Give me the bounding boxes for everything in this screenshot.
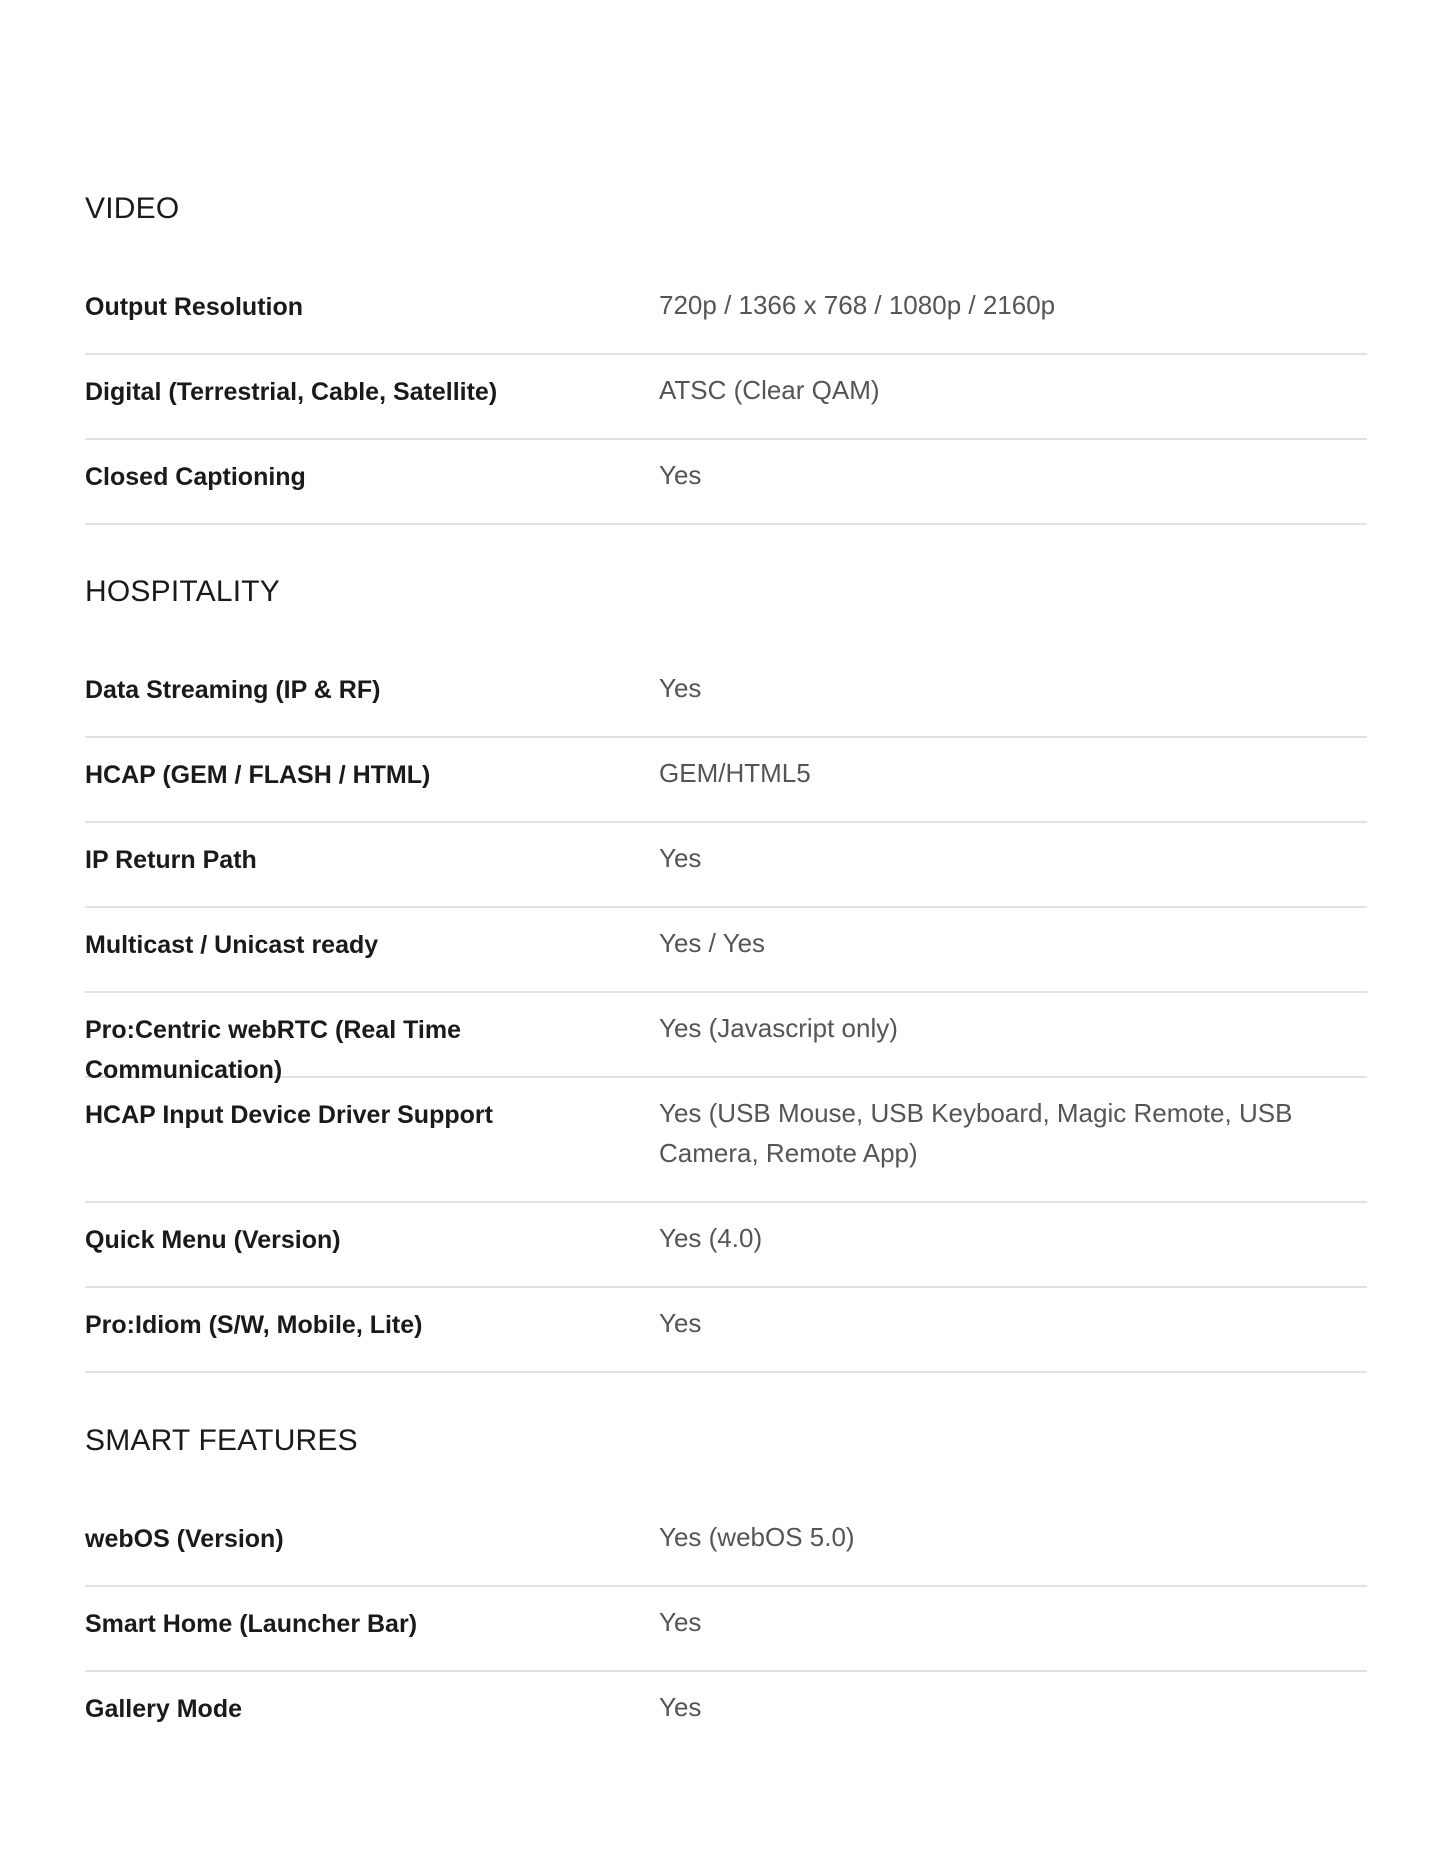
- spec-label: HCAP Input Device Driver Support: [85, 1101, 493, 1129]
- spec-value: Yes (webOS 5.0): [659, 1522, 855, 1552]
- spec-label: Quick Menu (Version): [85, 1226, 341, 1254]
- spec-row: [85, 1288, 1367, 1373]
- spec-row: [85, 1672, 1367, 1757]
- spec-value: Yes (Javascript only): [659, 1013, 898, 1043]
- spec-row: [85, 908, 1367, 993]
- spec-row: [85, 1502, 1367, 1587]
- spec-value: Yes / Yes: [659, 928, 766, 958]
- spec-row: [85, 1587, 1367, 1672]
- spec-label: Gallery Mode: [85, 1695, 242, 1723]
- section-hospitality: [85, 571, 1367, 1373]
- spec-value: Yes: [659, 843, 702, 873]
- spec-value: Yes: [659, 1308, 702, 1338]
- spec-row: [85, 993, 1367, 1084]
- spec-label: Pro:Centric webRTC (Real Time Communication): [85, 1016, 462, 1084]
- spec-value: Yes (USB Mouse, USB Keyboard, Magic Remote, USB Camera, Remote App): [659, 1098, 1293, 1168]
- spec-value: Yes: [659, 460, 702, 490]
- spec-row: [85, 270, 1367, 355]
- spec-label: Output Resolution: [85, 293, 304, 321]
- spec-row: [85, 823, 1367, 908]
- section-title-smart-features: SMART FEATURES: [85, 1424, 358, 1457]
- spec-label: Multicast / Unicast ready: [85, 931, 379, 959]
- spec-row: [85, 1078, 1367, 1203]
- spec-label: Digital (Terrestrial, Cable, Satellite): [85, 378, 498, 406]
- spec-label: webOS (Version): [85, 1525, 284, 1553]
- spec-value: Yes (4.0): [659, 1223, 763, 1253]
- section-smart-features: [85, 1420, 1367, 1757]
- section-video: [85, 188, 1367, 525]
- spec-value: ATSC (Clear QAM): [659, 375, 880, 405]
- spec-label: HCAP (GEM / FLASH / HTML): [85, 761, 431, 789]
- spec-value: Yes: [659, 673, 702, 703]
- spec-value: Yes: [659, 1692, 702, 1722]
- spec-label: Data Streaming (IP & RF): [85, 676, 381, 704]
- spec-row: [85, 440, 1367, 525]
- spec-label: Pro:Idiom (S/W, Mobile, Lite): [85, 1311, 423, 1339]
- spec-value: Yes: [659, 1607, 702, 1637]
- spec-label: Closed Captioning: [85, 463, 306, 491]
- spec-row: [85, 1203, 1367, 1288]
- spec-label: Smart Home (Launcher Bar): [85, 1610, 418, 1638]
- section-title-hospitality: HOSPITALITY: [85, 575, 281, 608]
- spec-row: [85, 653, 1367, 738]
- section-title-video: VIDEO: [85, 192, 180, 225]
- spec-value: GEM/HTML5: [659, 758, 811, 788]
- spec-row: [85, 355, 1367, 440]
- spec-label: IP Return Path: [85, 846, 257, 874]
- spec-row: [85, 738, 1367, 823]
- spec-value: 720p / 1366 x 768 / 1080p / 2160p: [659, 290, 1056, 320]
